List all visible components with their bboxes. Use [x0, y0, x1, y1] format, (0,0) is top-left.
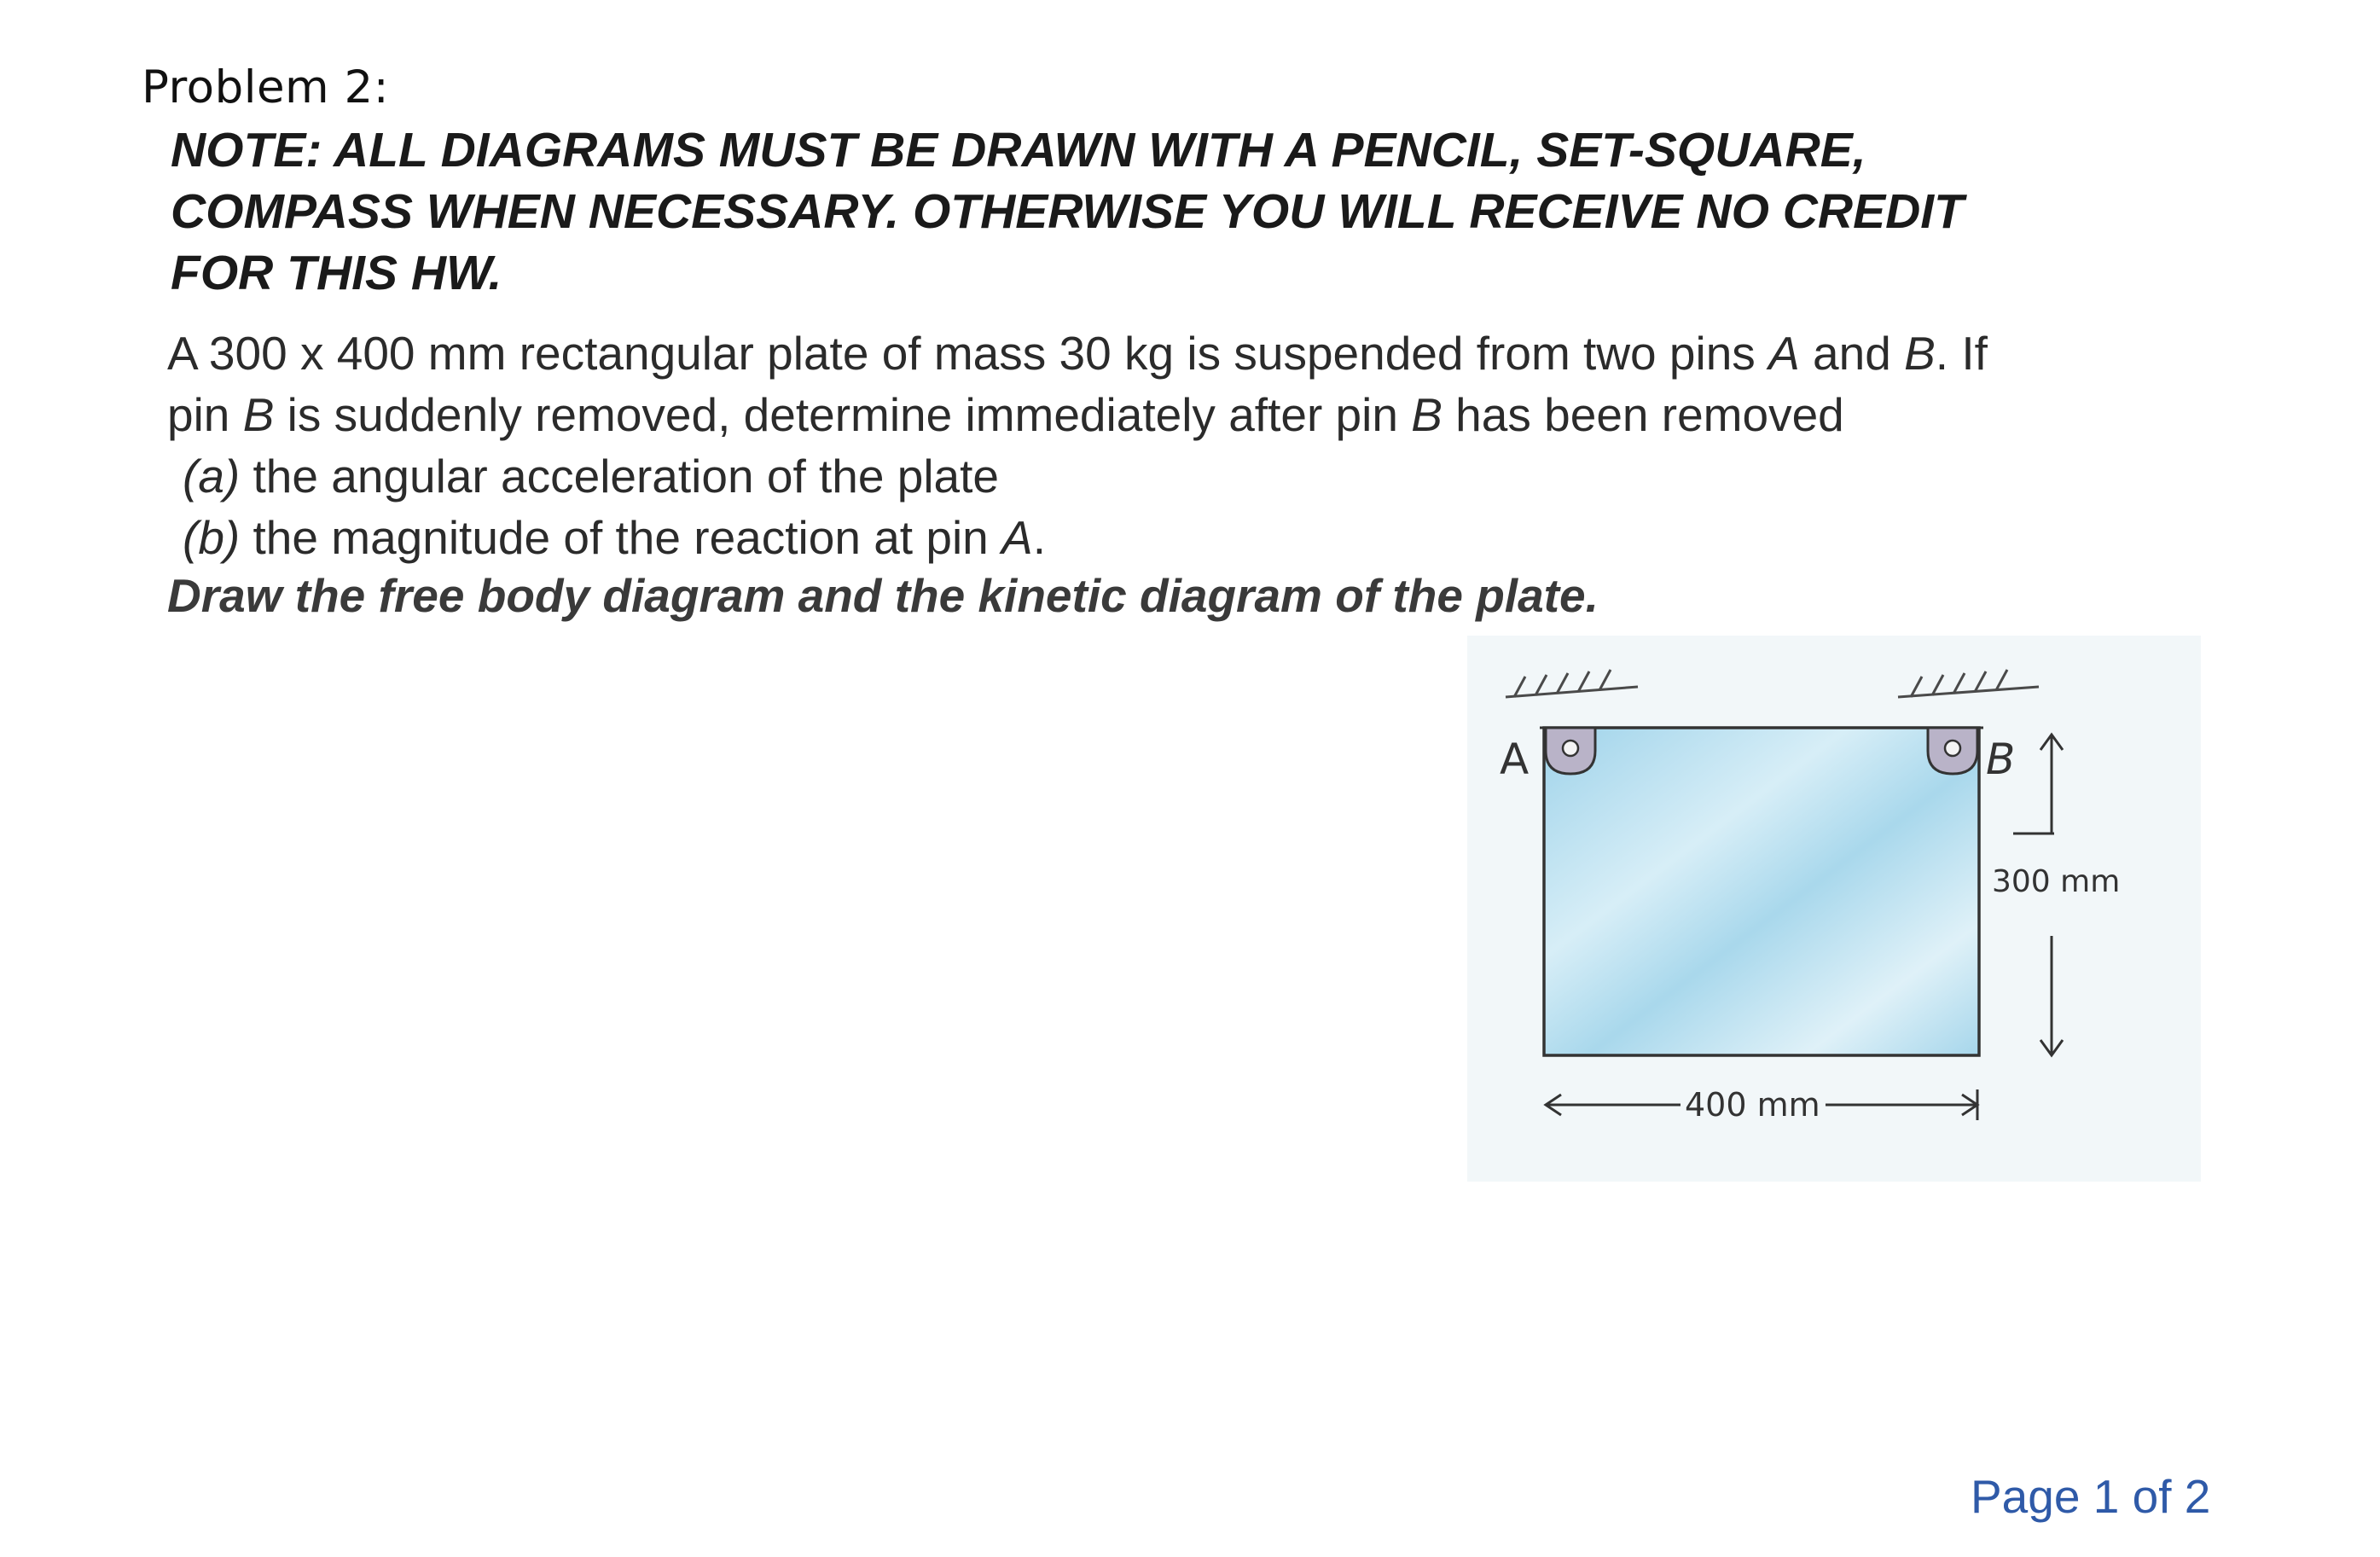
- part-b-text: the magnitude of the reaction at pin: [240, 511, 1002, 564]
- pin-b-bracket: [1928, 728, 1977, 774]
- label-b: B: [1986, 735, 2016, 784]
- plate-diagram-svg: [1467, 636, 2201, 1182]
- part-b-label: (b): [183, 511, 241, 564]
- pin-b-label: B: [1904, 327, 1936, 380]
- pin-b-label: B: [242, 388, 275, 441]
- part-a: [167, 445, 2215, 507]
- note-line: NOTE: ALL DIAGRAMS MUST BE DRAWN WITH A PENCIL, SET-SQUARE,: [171, 123, 1866, 177]
- note-line: COMPASS WHEN NECESSARY. OTHERWISE YOU WILL RECEIVE NO CREDIT: [171, 184, 1964, 239]
- statement-text: has been removed: [1442, 388, 1844, 441]
- pin-a-label: A: [1768, 327, 1800, 380]
- instruction: Draw the free body diagram and the kinetic diagram of the plate.: [167, 569, 1599, 622]
- problem-statement: [167, 322, 2215, 568]
- height-label: 300 mm: [1992, 864, 2121, 899]
- plate-diagram: [1467, 636, 2201, 1182]
- statement-text: .: [1032, 511, 1047, 564]
- note-line: FOR THIS HW.: [171, 246, 502, 300]
- plate: [1544, 728, 1979, 1055]
- pin-a-label: A: [1001, 511, 1033, 564]
- part-a-label: (a): [183, 450, 241, 503]
- pin-a-bracket: [1546, 728, 1595, 774]
- problem-heading: Problem 2:: [142, 61, 390, 113]
- statement-text: . If: [1935, 327, 1988, 380]
- part-b: [167, 507, 2215, 568]
- note-block: [171, 119, 2201, 304]
- label-a: A: [1500, 735, 1530, 784]
- width-label: 400 mm: [1685, 1086, 1820, 1124]
- statement-line-2: [167, 384, 2215, 445]
- statement-text: A 300 x 400 mm rectangular plate of mass 30 kg is suspended from two pins: [167, 327, 1769, 380]
- pin-b-label: B: [1411, 388, 1443, 441]
- part-a-text: the angular acceleration of the plate: [240, 450, 1000, 503]
- statement-line-1: [167, 322, 2215, 384]
- statement-text: and: [1799, 327, 1905, 380]
- statement-text: pin: [167, 388, 243, 441]
- statement-text: is suddenly removed, determine immediately after pin: [274, 388, 1412, 441]
- page-indicator: Page 1 of 2: [1971, 1470, 2211, 1523]
